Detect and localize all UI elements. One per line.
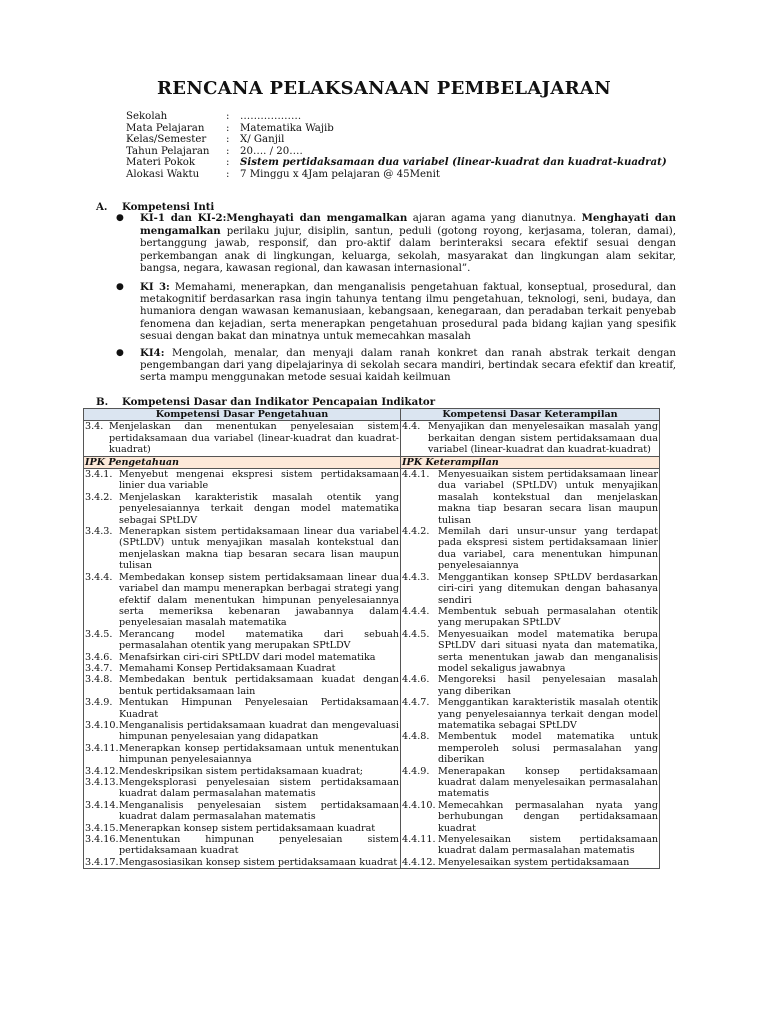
kd-pengetahuan-text: Menjelaskan dan menentukan penyelesaian sistem pertidaksamaan dua variabel (linear-kuadrat dan kuadrat-kuadrat) <box>109 421 399 456</box>
ipk-item <box>402 674 658 697</box>
ipk-text: Menyesuaikan sistem pertidaksamaan linear dua variabel (SPtLDV) untuk menyajikan masalah kontekstual dan menjelaskan makna tiap besaran secara lisan maupun tulisan <box>438 469 658 526</box>
ipk-number: 4.4.8. <box>402 731 430 743</box>
kd-keterampilan-cell <box>401 421 660 456</box>
ipk-number: 3.4.9. <box>85 697 113 709</box>
ipk-item <box>402 469 658 526</box>
ipk-number: 4.4.4. <box>402 605 430 617</box>
ipk-number: 4.4.7. <box>402 697 430 709</box>
ipk-number: 4.4.5. <box>402 628 430 640</box>
ipk-number: 3.4.16. <box>85 834 119 846</box>
meta-value: Matematika Wajib <box>240 122 334 134</box>
ipk-number: 3.4.5. <box>85 628 113 640</box>
ipk-item <box>85 857 399 868</box>
ipk-text: Memahami Konsep Pertidaksamaan Kuadrat <box>119 662 336 674</box>
ipk-number: 3.4.13. <box>85 777 119 788</box>
kd-pengetahuan-header: Kompetensi Dasar Pengetahuan <box>84 409 401 421</box>
ipk-item <box>85 800 399 823</box>
ipk-text: Membentuk model matematika untuk memperoleh solusi permasalahan yang diberikan <box>438 731 658 766</box>
ipk-text: Mengasosiasikan konsep sistem pertidaksamaan kuadrat <box>119 856 398 868</box>
ipk-number: 3.4.14. <box>85 799 119 811</box>
ipk-item <box>85 674 399 697</box>
ipk-number: 3.4.3. <box>85 526 113 538</box>
ipk-item <box>85 834 399 857</box>
meta-value: ……………… <box>240 111 302 122</box>
ki-heading: KI4: <box>140 347 165 359</box>
meta-row <box>126 157 667 169</box>
ipk-item <box>402 731 658 765</box>
ipk-text: Menyebut mengenai ekspresi sistem pertidaksamaan linier dua variable <box>119 469 399 492</box>
kd-table <box>83 408 660 869</box>
section-b-heading <box>96 396 435 408</box>
ki-text-continued: perilaku jujur, disiplin, santun, peduli (gotong royong, kerjasama, toleran, damai), bertanggung jawab, responsif, dan pro-aktif dalam berinteraksi secara efektif sesuai dengan perkembangan anak di lingkungan, keluarga, sekolah, masyarakat dan lingkungan alam sekitar, bangsa, negara, kawasan regional, dan kawasan internasional”. <box>140 226 676 274</box>
ipk-number: 3.4.15. <box>85 822 119 834</box>
ipk-text: Menerapkan konsep sistem pertidaksamaan kuadrat <box>119 822 376 834</box>
ipk-pengetahuan-list <box>84 469 401 869</box>
meta-value: 20…. / 20…. <box>240 145 303 157</box>
ipk-item <box>85 663 399 674</box>
ipk-item <box>402 857 658 868</box>
meta-colon: : <box>226 168 230 180</box>
meta-label: Sekolah <box>126 111 168 122</box>
ipk-item <box>402 766 658 800</box>
ipk-item <box>85 777 399 800</box>
ipk-number: 3.4.8. <box>85 674 113 686</box>
ipk-item <box>85 720 399 743</box>
ki-text: Mengolah, menalar, dan menyaji dalam ranah konkret dan ranah abstrak terkait dengan pengembangan dari yang dipelajarinya di sekolah secara mandiri, bertindak secara efektif dan kreatif, serta mampu menggunakan metode sesuai kaidah keilmuan <box>140 348 676 384</box>
ipk-item <box>85 492 399 526</box>
ipk-text: Menentukan himpunan penyelesaian sistem pertidaksamaan kuadrat <box>119 834 399 857</box>
ipk-text: Menerapkan sistem pertidaksamaan linear dua variabel (SPtLDV) untuk menyajikan masalah kontekstual dan menjelaskan makna tiap besaran secara lisan maupun tulisan <box>119 526 399 572</box>
ipk-item <box>402 606 658 629</box>
ipk-number: 3.4.10. <box>85 719 119 731</box>
section-a-title: Kompetensi Inti <box>122 201 215 213</box>
ipk-text: Merancang model matematika dari sebuah permasalahan otentik yang merupakan SPtLDV <box>119 628 399 652</box>
ipk-text: Membedakan konsep sistem pertidaksamaan linear dua variabel dan mampu menerapkan berbagai strategi yang efektif dalam menentukan himpunan penyelesaiannya serta memeriksa kebenaran jawabannya dalam penyelesaian masalah matematika <box>119 571 399 629</box>
meta-row <box>126 134 667 146</box>
ipk-number: 4.4.3. <box>402 571 430 583</box>
ipk-text: Menafsirkan ciri-ciri SPtLDV dari model matematika <box>119 651 376 663</box>
document-title: RENCANA PELAKSANAAN PEMBELAJARAN <box>157 78 611 99</box>
ipk-text: Menyelesaikan sistem pertidaksamaan kuadrat dalam permasalahan matematis <box>438 834 658 857</box>
ipk-text: Menganalisis penyelesaian sistem pertidaksamaan kuadrat dalam permasalahan matematis <box>119 799 399 823</box>
ipk-number: 3.4.17. <box>85 856 119 868</box>
kd-pengetahuan-number: 3.4. <box>85 421 104 433</box>
ipk-item <box>402 697 658 731</box>
meta-value: X/ Ganjil <box>240 134 285 146</box>
meta-colon: : <box>226 122 230 134</box>
ipk-item <box>85 629 399 652</box>
ki-paragraph <box>120 347 676 385</box>
ipk-text: Menerapkan konsep pertidaksamaan untuk menentukan himpunan penyelesaiannya <box>119 742 399 766</box>
ipk-text: Memilah dari unsur-unsur yang terdapat pada ekspresi sistem pertidaksamaan linier dua variabel, cara menentukan himpunan penyelesaiannya <box>438 526 658 572</box>
ipk-keterampilan-list <box>401 469 660 869</box>
meta-label: Kelas/Semester <box>126 134 207 146</box>
ki-heading: KI 3: <box>140 281 170 293</box>
ipk-number: 4.4.9. <box>402 765 430 777</box>
ipk-item <box>85 823 399 834</box>
ipk-text: Menjelaskan karakteristik masalah otentik yang penyelesaiannya terkait dengan model matematika sebagai SPtLDV <box>119 491 399 526</box>
ipk-item <box>402 526 658 572</box>
ipk-pengetahuan-header: IPK Pengetahuan <box>84 456 401 468</box>
section-b-title: Kompetensi Dasar dan Indikator Pencapaian Indikator <box>122 396 436 408</box>
meta-colon: : <box>226 145 230 157</box>
ipk-number: 4.4.2. <box>402 526 430 538</box>
meta-label: Tahun Pelajaran <box>126 145 210 157</box>
ipk-text: Mengeksplorasi penyelesaian sistem pertidaksamaan kuadrat dalam permasalahan matematis <box>119 777 399 800</box>
ipk-number: 3.4.2. <box>85 491 113 503</box>
ipk-item <box>85 743 399 766</box>
ipk-text: Menyesuaikan model matematika berupa SPtLDV dari situasi nyata dan matematika, serta menentukan jawab dan menganalisis model sekaligus jawabnya <box>438 628 658 674</box>
ipk-text: Mendeskripsikan sistem pertidaksamaan kuadrat; <box>119 765 364 777</box>
ki-text: ajaran agama yang dianutnya. <box>407 213 582 224</box>
ipk-text: Memecahkan permasalahan nyata yang berhubungan dengan pertidaksamaan kuadrat <box>438 799 658 834</box>
ipk-number: 4.4.10. <box>402 799 436 811</box>
ipk-item <box>85 526 399 572</box>
ipk-number: 3.4.4. <box>85 571 113 583</box>
ipk-number: 4.4.11. <box>402 834 436 846</box>
meta-value: 7 Minggu x 4Jam pelajaran @ 45Menit <box>240 168 440 180</box>
ki-item <box>116 347 676 385</box>
ipk-number: 3.4.7. <box>85 662 113 674</box>
ipk-number: 3.4.12. <box>85 765 119 777</box>
ki-emphasis: Menghayati dan mengamalkan <box>140 212 676 238</box>
meta-row <box>126 123 667 135</box>
section-b-label: B. <box>96 396 109 408</box>
ipk-text: Menyelesaikan system pertidaksamaan <box>438 856 630 868</box>
meta-label: Materi Pokok <box>126 157 196 169</box>
kd-keterampilan-number: 4.4. <box>402 421 421 433</box>
meta-label: Alokasi Waktu <box>126 168 200 180</box>
ipk-number: 3.4.1. <box>85 469 113 481</box>
ipk-item <box>85 766 399 777</box>
meta-row <box>126 169 667 181</box>
ipk-item <box>402 834 658 857</box>
ipk-text: Membedakan bentuk pertidaksamaan kuadat dengan bentuk pertidaksamaan lain <box>119 674 399 697</box>
ipk-item <box>85 572 399 629</box>
ipk-item <box>402 800 658 834</box>
ipk-item <box>85 697 399 720</box>
meta-colon: : <box>226 134 230 146</box>
ipk-item <box>402 629 658 675</box>
ki-text: Memahami, menerapkan, dan menganalisis pengetahuan faktual, konseptual, prosedural, dan metakognitif berdasarkan rasa ingin tahunya tentang ilmu pengetahuan, teknologi, seni, budaya, dan humaniora dengan wawasan kemanusiaan, kebangsaan, kenegaraan, dan peradaban terkait penyebab fenomena dan kejadian, serta menerapkan pengetahuan prosedural pada bidang kajian yang spesifik sesuai dengan bakat dan minatnya untuk memecahkan masalah <box>140 282 677 342</box>
meta-row <box>126 111 667 123</box>
ki-heading: KI-1 dan KI-2:Menghayati dan mengamalkan <box>140 212 408 224</box>
ipk-text: Menggantikan karakteristik masalah otentik yang penyelesaiannya terkait dengan model matematika sebagai SPtLDV <box>438 697 658 731</box>
ipk-text: Membentuk sebuah permasalahan otentik yang merupakan SPtLDV <box>438 605 658 629</box>
ipk-item <box>402 572 658 606</box>
ipk-text: Mentukan Himpunan Penyelesaian Pertidaksamaan Kuadrat <box>119 697 399 720</box>
ipk-text: Menggantikan konsep SPtLDV berdasarkan ciri-ciri yang ditemukan dengan bahasanya sendiri <box>438 571 658 606</box>
ki-paragraph <box>120 212 676 275</box>
ipk-text: Menganalisis pertidaksamaan kuadrat dan mengevaluasi himpunan penyelesaian yang didapatkan <box>119 719 399 743</box>
meta-value: Sistem pertidaksamaan dua variabel (linear-kuadrat dan kuadrat-kuadrat) <box>240 156 667 169</box>
meta-colon: : <box>226 157 230 169</box>
kd-keterampilan-header: Kompetensi Dasar Keterampilan <box>401 409 660 421</box>
bullet-icon: ● <box>116 213 124 223</box>
ipk-number: 3.4.6. <box>85 651 113 663</box>
bullet-icon: ● <box>116 282 124 292</box>
ki-item <box>116 281 677 343</box>
ki-paragraph <box>120 281 676 343</box>
kd-pengetahuan-cell <box>84 421 401 456</box>
ipk-item <box>85 469 399 492</box>
meta-label: Mata Pelajaran <box>126 122 205 134</box>
section-a-label: A. <box>96 201 108 213</box>
ipk-number: 4.4.6. <box>402 674 430 686</box>
ki-item <box>116 212 676 275</box>
meta-colon: : <box>226 111 230 122</box>
ipk-item <box>85 652 399 663</box>
document-meta <box>126 111 667 181</box>
ipk-text: Mengoreksi hasil penyelesaian masalah yang diberikan <box>438 674 658 697</box>
ipk-text: Menerapakan konsep pertidaksamaan kuadrat dalam menyelesaikan permasalahan matematis <box>438 765 658 800</box>
ipk-number: 4.4.1. <box>402 469 430 481</box>
ipk-number: 3.4.11. <box>85 742 119 754</box>
bullet-icon: ● <box>116 348 124 358</box>
ipk-number: 4.4.12. <box>402 856 436 868</box>
ipk-keterampilan-header: IPK Keterampilan <box>401 456 660 468</box>
kd-keterampilan-text: Menyajikan dan menyelesaikan masalah yang berkaitan dengan sistem pertidaksamaan dua variabel (linear-kuadrat dan kuadrat-kuadrat) <box>428 421 658 456</box>
